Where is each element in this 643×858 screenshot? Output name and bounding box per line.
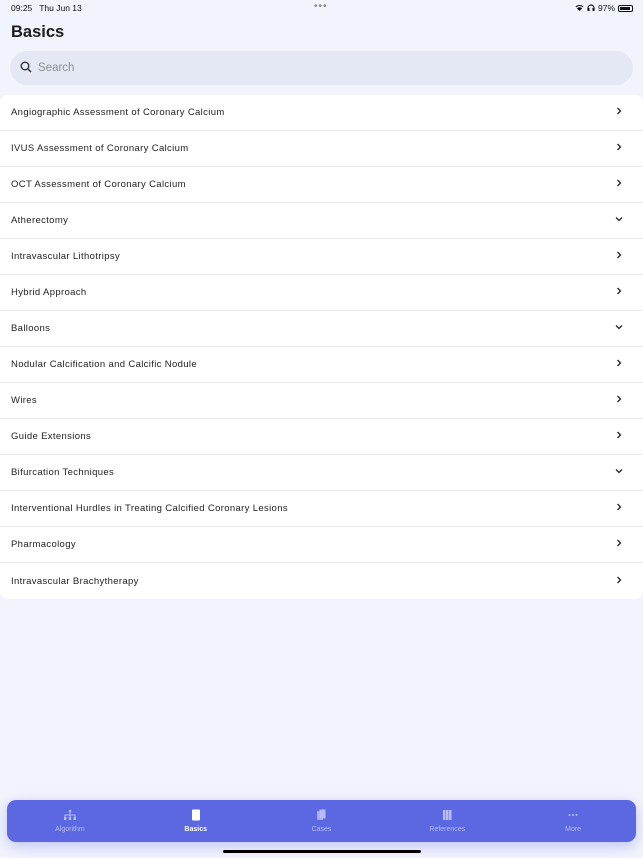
list-item[interactable] (0, 167, 643, 203)
list-item[interactable] (0, 527, 643, 563)
search-input[interactable] (10, 51, 633, 85)
list-item[interactable] (0, 383, 643, 419)
ellipsis-icon (566, 809, 580, 823)
list-item-label: Bifurcation Techniques (11, 467, 115, 478)
tab-label: More (565, 826, 582, 833)
battery-icon (618, 5, 633, 12)
status-time: 09:25 Thu Jun 13 (11, 3, 82, 13)
chevron-right-icon (615, 395, 623, 406)
list-item[interactable] (0, 95, 643, 131)
topics-list (0, 95, 643, 599)
headphones-icon (587, 3, 595, 13)
hierarchy-icon (63, 809, 77, 823)
list-item[interactable] (0, 131, 643, 167)
list-item-label: Atherectomy (11, 215, 69, 226)
status-bar (0, 0, 643, 16)
list-item-label: Intravascular Brachytherapy (11, 575, 139, 587)
documents-icon (314, 809, 328, 823)
chevron-down-icon (615, 215, 623, 226)
list-item[interactable] (0, 311, 643, 347)
chevron-down-icon (615, 323, 623, 334)
home-indicator (223, 850, 421, 853)
list-item-label: Pharmacology (11, 539, 76, 550)
book-icon (189, 809, 203, 823)
chevron-right-icon (615, 576, 623, 587)
chevron-right-icon (615, 359, 623, 370)
search-placeholder: Search (38, 62, 75, 74)
chevron-right-icon (615, 143, 623, 154)
tab-label: References (429, 826, 466, 833)
list-item-label: Balloons (11, 323, 51, 334)
list-item-label: Hybrid Approach (11, 287, 87, 298)
tab-algorithm[interactable] (7, 800, 133, 842)
tab-label: Algorithm (55, 826, 85, 833)
list-item-label: Guide Extensions (11, 431, 92, 442)
tab-basics[interactable] (133, 800, 259, 842)
tab-references[interactable] (384, 800, 510, 842)
list-item-label: Wires (11, 395, 38, 406)
list-item[interactable] (0, 491, 643, 527)
list-item[interactable] (0, 203, 643, 239)
list-item-label: Angiographic Assessment of Coronary Calcium (11, 107, 225, 118)
chevron-right-icon (615, 539, 623, 550)
search-icon (20, 61, 32, 76)
books-icon (440, 809, 454, 823)
chevron-right-icon (615, 179, 623, 190)
page-title: Basics (11, 23, 65, 41)
battery-percent: 97% (597, 3, 615, 13)
list-item-label: Intravascular Lithotripsy (11, 251, 121, 262)
tab-label: Cases (311, 826, 332, 833)
chevron-right-icon (615, 431, 623, 442)
tab-bar (7, 800, 636, 842)
chevron-right-icon (615, 251, 623, 262)
list-item[interactable] (0, 419, 643, 455)
chevron-right-icon (615, 107, 623, 118)
list-item[interactable] (0, 347, 643, 383)
tab-more[interactable] (510, 800, 636, 842)
chevron-down-icon (615, 467, 623, 478)
list-item-label: Interventional Hurdles in Treating Calcified Coronary Lesions (11, 503, 288, 514)
list-item-label: Nodular Calcification and Calcific Nodule (11, 359, 197, 370)
tab-label: Basics (184, 826, 207, 833)
chevron-right-icon (615, 503, 623, 514)
list-item-label: OCT Assessment of Coronary Calcium (11, 179, 186, 190)
wifi-icon (575, 3, 584, 13)
list-item-label: IVUS Assessment of Coronary Calcium (11, 143, 189, 154)
multitask-dots[interactable]: ••• (314, 1, 328, 12)
list-item[interactable] (0, 455, 643, 491)
tab-cases[interactable] (259, 800, 385, 842)
list-item[interactable] (0, 563, 643, 599)
list-item[interactable] (0, 239, 643, 275)
chevron-right-icon (615, 287, 623, 298)
list-item[interactable] (0, 275, 643, 311)
